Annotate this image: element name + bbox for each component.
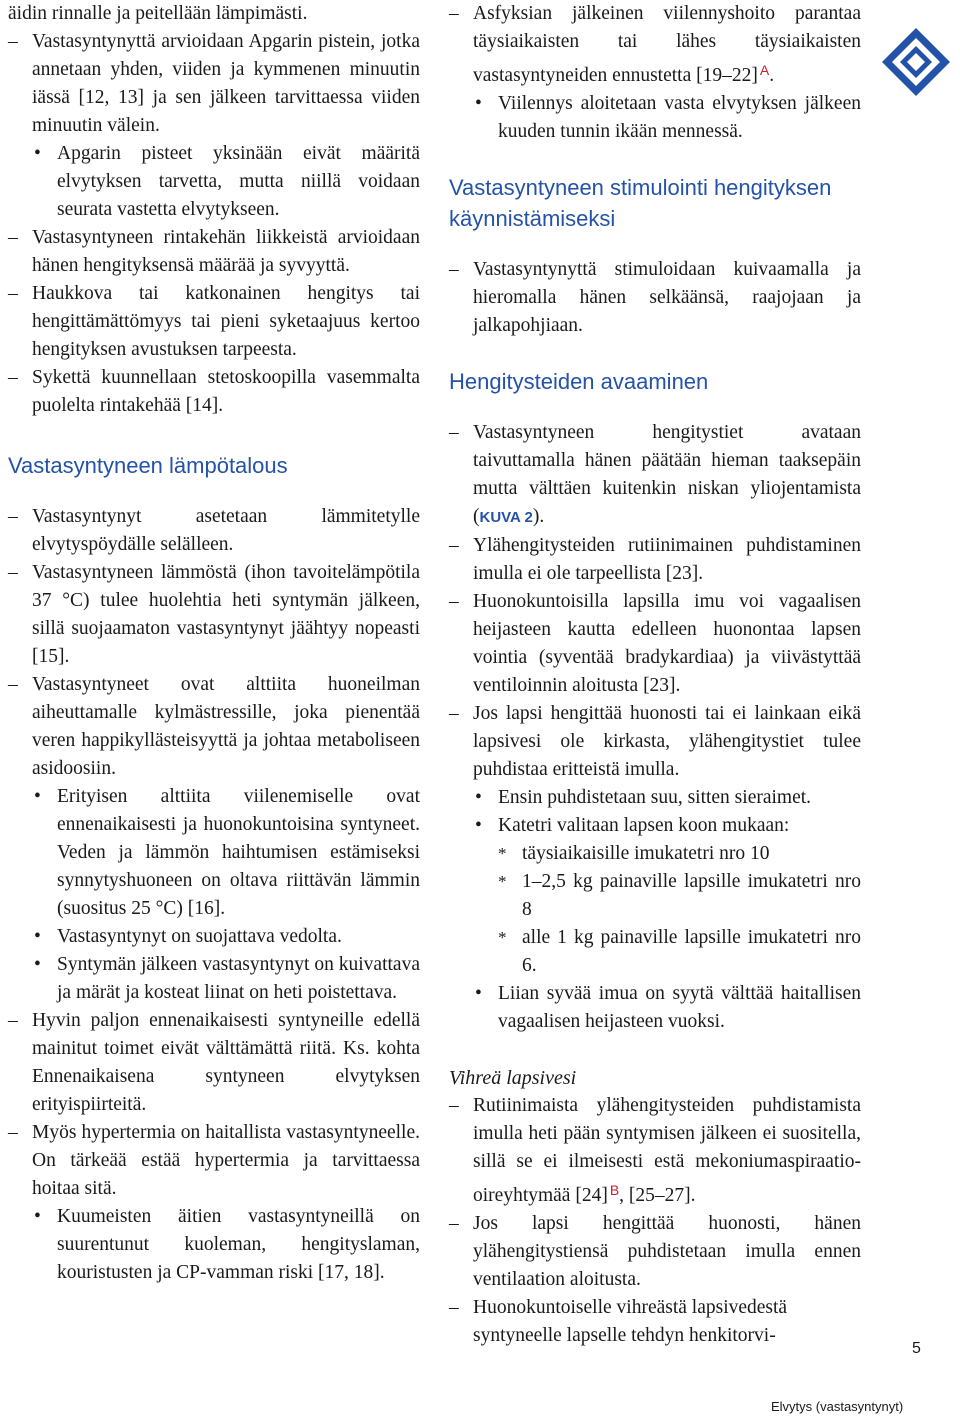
subsection-heading: Vihreä lapsivesi (449, 1067, 577, 1089)
list-item: * 1–2,5 kg painaville lapsille imukatetri nro 8 (449, 868, 861, 924)
list-item: – Vastasyntynyt asetetaan lämmitetylle elvytyspöydälle selälleen. (8, 503, 420, 559)
list-item: – Huonokuntoiselle vihreästä lapsivedestä syntyneelle lapselle tehdyn henkitorvi- (449, 1294, 861, 1350)
list-item: • Vastasyntynyt on suojattava vedolta. (8, 923, 420, 951)
dash-marker: – (8, 1010, 18, 1031)
list-item: – Myös hypertermia on haitallista vastasyntyneelle. On tärkeää estää hypertermia ja tarvittaessa hoitaa sitä. (8, 1119, 420, 1203)
list-item: – Sykettä kuunnellaan stetoskoopilla vasemmalta puolelta rintakehää [14]. (8, 364, 420, 420)
bullet-marker: • (34, 1206, 41, 1227)
list-item: • Apgarin pisteet yksinään eivät määritä elvytyksen tarvetta, mutta niillä voidaan seurata vastetta elvytykseen. (8, 140, 420, 224)
dash-marker: – (449, 535, 459, 556)
dash-marker: – (8, 506, 18, 527)
list-item: • Erityisen alttiita viilenemiselle ovat ennenaikaisesti ja huonokuntoisina syntyneet. Veden ja lämmön haihtumisen estämiseksi synnytyshuoneen on oltava riittävän lämmin (suositus 25 °C) [16]. (8, 783, 420, 923)
list-item: – Ylähengitysteiden rutiinimainen puhdistaminen imulla ei ole tarpeellista [23]. (449, 532, 861, 588)
list-item: * täysiaikaisille imukatetri nro 10 (449, 840, 861, 868)
bullet-marker: • (475, 93, 482, 114)
list-item: – Vastasyntyneen hengitystiet avataan taivuttamalla hänen päätään hieman taaksepäin mutta välttäen kuitenkin niskan yliojentamista (KUVA 2). (449, 419, 861, 532)
dash-marker: – (8, 674, 18, 695)
left-column (8, 0, 420, 1287)
paragraph: äidin rinnalle ja peitellään lämpimästi. (8, 3, 308, 24)
dash-marker: – (449, 422, 459, 443)
dash-marker: – (449, 1297, 459, 1318)
diamond-logo-icon (880, 26, 952, 98)
list-item: – Huonokuntoisilla lapsilla imu voi vagaalisen heijasteen kautta edelleen huonontaa lapsen vointia (syventää bradykardiaa) ja viivästyttää ventiloinnin aloitusta [23]. (449, 588, 861, 700)
list-item: • Ensin puhdistetaan suu, sitten sieraimet. (449, 784, 861, 812)
dash-marker: – (8, 283, 18, 304)
star-marker: * (498, 872, 507, 891)
bullet-marker: • (34, 786, 41, 807)
star-marker: * (498, 844, 507, 863)
list-item: – Haukkova tai katkonainen hengitys tai hengittämättömyys tai pieni syketaajuus kertoo hengityksen avustuksen tarpeesta. (8, 280, 420, 364)
dash-marker: – (449, 3, 459, 24)
list-item: – Vastasyntyneet ovat alttiita huoneilman aiheuttamalle kylmästressille, joka pienentää veren happikyllästeisyyttä ja johtaa metaboliseen asidoosiin. (8, 671, 420, 783)
dash-marker: – (449, 591, 459, 612)
dash-marker: – (8, 367, 18, 388)
dash-marker: – (449, 1213, 459, 1234)
list-item: • Liian syvää imua on syytä välttää haitallisen vagaalisen heijasteen vuoksi. (449, 980, 861, 1036)
figure-link[interactable]: KUVA 2 (479, 509, 533, 526)
section-heading: Vastasyntyneen lämpötalous (8, 453, 288, 478)
list-item: • Viilennys aloitetaan vasta elvytyksen jälkeen kuuden tunnin ikään mennessä. (449, 90, 861, 146)
list-item: • Kuumeisten äitien vastasyntyneillä on suurentunut kuoleman, hengityslaman, kouristusten ja CP-vamman riski [17, 18]. (8, 1203, 420, 1287)
evidence-level-b: B (609, 1182, 620, 1198)
bullet-marker: • (34, 143, 41, 164)
section-heading: Vastasyntyneen stimulointi hengityksen käynnistämiseksi (449, 175, 832, 231)
dash-marker: – (8, 227, 18, 248)
page-number: 5 (912, 1340, 921, 1357)
list-item: – Jos lapsi hengittää huonosti tai ei lainkaan eikä lapsivesi ole kirkasta, ylähengitystiet tulee puhdistaa eritteistä imulla. (449, 700, 861, 784)
dash-marker: – (449, 259, 459, 280)
dash-marker: – (8, 1122, 18, 1143)
bullet-marker: • (475, 983, 482, 1004)
list-item: – Vastasyntyneen lämmöstä (ihon tavoitelämpötila 37 °C) tulee huolehtia heti syntymän jälkeen, sillä suojaamaton vastasyntynyt jäähtyy nopeasti [15]. (8, 559, 420, 671)
running-footer: Elvytys (vastasyntynyt) (771, 1399, 904, 1414)
dash-marker: – (8, 562, 18, 583)
bullet-marker: • (475, 815, 482, 836)
evidence-level-a: A (759, 62, 770, 78)
list-item: – Vastasyntynyttä arvioidaan Apgarin pistein, jotka annetaan yhden, viiden ja kymmenen minuutin iässä [12, 13] ja sen jälkeen tarvittaessa viiden minuutin välein. (8, 28, 420, 140)
dash-marker: – (449, 703, 459, 724)
bullet-marker: • (34, 926, 41, 947)
dash-marker: – (449, 1095, 459, 1116)
list-item: – Rutiinimaista ylähengitysteiden puhdistamista imulla heti pään syntymisen jälkeen ei suositella, sillä se ei ilmeisesti estä mekoniumaspiraatio-oireyhtymää [24] $^B$, [25–27]. (449, 1092, 861, 1210)
list-item: – Asfyksian jälkeinen viilennyshoito parantaa täysiaikaisten tai lähes täysiaikaisten vastasyntyneiden ennustetta [19–22] $^A$. (449, 0, 861, 90)
list-item: – Jos lapsi hengittää huonosti, hänen ylähengitystiensä puhdistetaan imulla ennen ventilaation aloitusta. (449, 1210, 861, 1294)
bullet-marker: • (34, 954, 41, 975)
bullet-marker: • (475, 787, 482, 808)
dash-marker: – (8, 31, 18, 52)
list-item: * alle 1 kg painaville lapsille imukatetri nro 6. (449, 924, 861, 980)
list-item: – Vastasyntyneen rintakehän liikkeistä arvioidaan hänen hengityksensä määrää ja syvyyttä. (8, 224, 420, 280)
list-item: – Vastasyntynyttä stimuloidaan kuivaamalla ja hieromalla hänen selkäänsä, raajojaan ja jalkapohjiaan. (449, 256, 861, 340)
star-marker: * (498, 928, 507, 947)
right-column (449, 0, 861, 1350)
list-item: • Katetri valitaan lapsen koon mukaan: (449, 812, 861, 840)
list-item: • Syntymän jälkeen vastasyntynyt on kuivattava ja märät ja kosteat liinat on heti poistettava. (8, 951, 420, 1007)
list-item: – Hyvin paljon ennenaikaisesti syntyneille edellä mainitut toimet eivät välttämättä riitä. Ks. kohta Ennenaikaisena syntyneen elvytyksen erityispiirteitä. (8, 1007, 420, 1119)
section-heading: Hengitysteiden avaaminen (449, 369, 709, 394)
